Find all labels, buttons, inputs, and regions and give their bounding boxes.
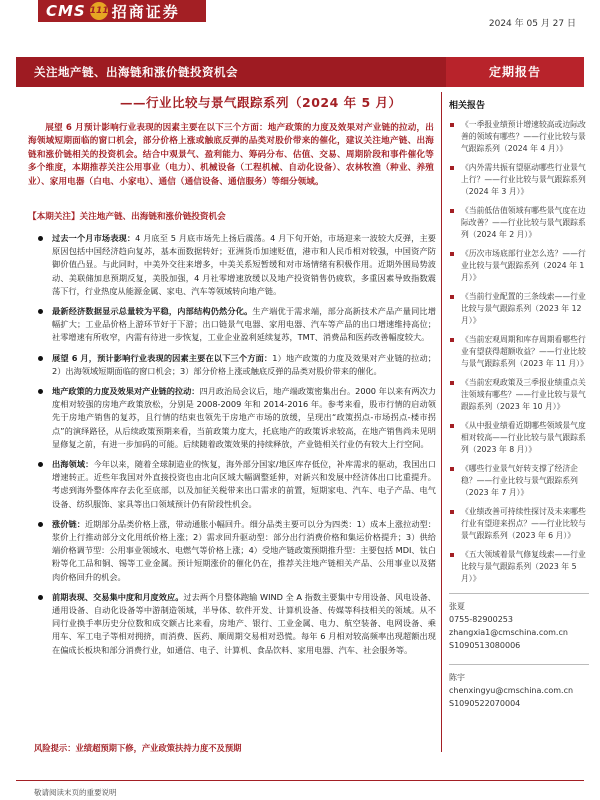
title-banner bbox=[16, 57, 584, 87]
bullet-item bbox=[52, 385, 436, 451]
author-name: 陈宇 bbox=[449, 673, 465, 682]
author-email[interactable]: chenxingyu@cmschina.com.cn bbox=[449, 686, 574, 695]
author-block bbox=[449, 593, 589, 652]
logo-text-en: CMS bbox=[46, 2, 86, 20]
author-block bbox=[449, 664, 589, 710]
logo-text-cn: 招商证券 bbox=[111, 2, 180, 21]
summary-paragraph: 展望 6 月预计影响行业表现的因素主要在以下三个方面：地产政策的力度及效果对产业链的拉动，出海领域短期面临的窗口机会，部分价格上涨或触底反弹的品类对股价带来的催化，建议关注地产链、出海链和涨价链相关的投资机会。结合中观景气、盈利能力、筹码分布、估值、交易、周期阶段和事件催化等多个维度，本期推荐关注公用事业（电力）、机械设备（工程机械、自动化设备）、农林牧渔（种业、养殖业）、家用电器（白电、小家电）、通信（通信设备、通信服务）等细分领域。 bbox=[28, 123, 434, 187]
related-report-link[interactable]: 《内外需共振有望驱动哪些行业景气上行？——行业比较与景气跟踪系列（2024 年 3 月）》 bbox=[449, 162, 589, 198]
risk-warning: 风险提示：业绩超预期下修，产业政策扶持力度不及预期 bbox=[34, 743, 242, 753]
related-report-link[interactable]: 《当前行业配置的三条线索——行业比较与景气跟踪系列（2023 年 12 月）》 bbox=[449, 291, 589, 327]
sidebar bbox=[449, 92, 589, 710]
bullet-lead: 过去一个月市场表现： bbox=[52, 233, 136, 243]
page-header bbox=[0, 0, 600, 40]
related-report-link[interactable]: 《当前宏观政策及三季报业绩重点关注领域有哪些？——行业比较与景气跟踪系列（2023 年 10 月）》 bbox=[449, 377, 589, 413]
core-focus-title: 【本期关注】关注地产链、出海链和涨价链投资机会 bbox=[28, 212, 226, 222]
report-date: 2024 年 05 月 27 日 bbox=[488, 19, 576, 29]
bullet-item bbox=[52, 518, 436, 584]
bullet-text: 今年以来，随着全球制造业的恢复，海外部分国家/地区库存低位，补库需求的驱动，我国出口增速转正。近些年我国对外直接投资也由北向区域大幅调整延伸，对新兴和发展中经济体出口比重提升。考虑到海外整体库存去化至底部，以及加征关税带来出口需求的前置，短期家电、汽车、电子产品、电气设备、纺织服饰、家具等出口领域预计仍有阶段性机会。 bbox=[52, 459, 436, 509]
related-report-link[interactable]: 《哪些行业景气好转支撑了经济企稳？——行业比较与景气跟踪系列（2023 年 7 月）》 bbox=[449, 463, 589, 499]
related-report-link[interactable]: 《当前宏观周期和库存周期看哪些行业有望获得超额收益？——行业比较与景气跟踪系列（2023 年 11 月）》 bbox=[449, 334, 589, 370]
report-title: 关注地产链、出海链和涨价链投资机会 bbox=[34, 65, 238, 79]
bullet-lead: 地产政策的力度及效果对产业链的拉动： bbox=[52, 386, 200, 397]
author-email[interactable]: zhangxia1@cmschina.com.cn bbox=[449, 628, 568, 637]
bullet-lead: 最新经济数据显示总量较为平稳，内部结构仍然分化。 bbox=[52, 306, 253, 317]
bullet-item bbox=[52, 232, 436, 298]
bullet-text: 生产端优于需求端，部分高新技术产品产量同比增幅扩大；工业品价格上游环节好于下游；出口链景气电器、家用电器、汽车等产品的出口增速维持高位；社零增速有所收窄，内需有待进一步恢复，工业企业盈利延续复苏，TMT、消费品和医药改善幅度较大。 bbox=[52, 306, 436, 343]
logo-badge-icon: 111 bbox=[90, 2, 108, 20]
column-divider bbox=[441, 92, 442, 752]
related-report-link[interactable]: 《业绩改善可持续性探讨及未来哪些行业有望迎来拐点？——行业比较与景气跟踪系列（2023 年 6 月）》 bbox=[449, 506, 589, 542]
bullet-text: 过去两个月整体跑输 WIND 全 A 指数主要集中专用设备、风电设备、通用设备、自动化设备等中游制造领域，半导体、软件开发、计算机设备、传媒等科技相关的领域。从不同行业换手率历史分位数和成交额占比来看，房地产、银行、工业金属、电力、航空装备、电网设备、乘用车、军工电子等相对拥挤，而消费、医药、顺周期交易相对恐慌。每年 6 月相对较高频率出现超额出现在偏成长板块和部分消费行业，如通信、电子、计算机、食品饮料、家用电器、汽车、社会服务等。 bbox=[52, 591, 436, 655]
related-report-link[interactable]: 《从中报业绩看近期哪些领域景气度相对较高——行业比较与景气跟踪系列（2023 年 8 月）》 bbox=[449, 420, 589, 456]
bullet-text: 近期部分品类价格上涨，带动通胀小幅回升。细分品类主要可以分为四类：1）成本上涨拉动型：浆价上行推动部分文化用纸价格上涨；2）需求回升驱动型：部分出行消费价格和集运价格提升；3）供给端价格调节型：公用事业领域水、电燃气等价格上涨；4）受地产链政策预期推升型：主要包括 MDI、钛白粉等化工品和铜、锡等工业金属。预计短期涨价的催化仍在，推荐关注地产链相关产品、公用事业以及猪肉价格回升的机会。 bbox=[52, 518, 436, 582]
bullet-text: 4 月底至 5 月底市场先上扬后震荡。4 月下旬开始，市场迎来一波较大反弹，主要原因包括中国经济趋向复苏，基本面数据转好；亚洲货币加速贬值，港市和人民币相对较强，中国资产防御价值凸显。与此同时，中美外交往来增多，中美关系短暂缓和对市场情绪有积极作用。近期外围局势波动、美联储加息预期反复，美股加强，4 月社零增速放缓以及地产投资销售仍疲软，多重因素导致指数震荡下行，行业热度从能源金属、家电、汽车等领域转向地产链。 bbox=[52, 233, 436, 296]
author-name: 张夏 bbox=[449, 602, 465, 611]
bullet-lead: 前期表现、交易集中度和月度效应。 bbox=[52, 591, 184, 602]
bullet-item bbox=[52, 458, 436, 511]
bullet-item bbox=[52, 352, 436, 378]
author-cert: S1090522070004 bbox=[449, 699, 521, 708]
related-report-link[interactable]: 《一季报业绩预计增速较高或边际改善的领域有哪些？——行业比较与景气跟踪系列（2024 年 4 月）》 bbox=[449, 119, 589, 155]
author-phone: 0755-82900253 bbox=[449, 615, 513, 624]
bullet-lead: 涨价链： bbox=[52, 518, 85, 529]
author-cert: S1090513080006 bbox=[449, 641, 521, 650]
bullet-item bbox=[52, 305, 436, 345]
bullet-lead: 展望 6 月，预计影响行业表现的因素主要在以下三个方面： bbox=[52, 352, 273, 363]
bullet-lead: 出海领域： bbox=[52, 459, 94, 470]
bullet-item bbox=[52, 591, 436, 657]
bullet-text: 四月政治局会议后，地产端政策密集出台。2000 年以来有两次力度相对较强的房地产政策放松，分别是 2008-2009 年和 2014-2016 年。参考来看，股市行情的启动领先于房地产销售的复苏，且行情的结束也领先于房地产市场的放缓，呈现出“政策拐点-市场拐点-楼市拐点”的演绎路径，从后续政策预期来看，当前政策力度大，托底地产的政策诉求较高，在地产销售尚未见明显修复之前，有进一步加码的可能。后续随着政策效果的持续释放，产业链相关行业仍有较大上行空间。 bbox=[52, 386, 436, 449]
footer-divider bbox=[16, 780, 584, 781]
report-type-label: 定期报告 bbox=[446, 57, 584, 87]
related-report-link[interactable]: 《当前低估值领域有哪些景气度在边际改善？——行业比较与景气跟踪系列（2024 年 2 月）》 bbox=[449, 205, 589, 241]
related-reports-heading: 相关报告 bbox=[449, 101, 486, 111]
report-subtitle: ——行业比较与景气跟踪系列（2024 年 5 月） bbox=[120, 95, 402, 110]
related-report-link[interactable]: 《历次市场底部行业怎么选？——行业比较与景气跟踪系列（2024 年 1 月）》 bbox=[449, 248, 589, 284]
company-logo bbox=[38, 0, 206, 22]
footer-note: 敬请阅读末页的重要说明 bbox=[34, 788, 117, 797]
related-report-link[interactable]: 《五大领域着景气修复线索——行业比较与景气跟踪系列（2023 年 5 月）》 bbox=[449, 549, 589, 585]
bullet-text: 1）地产政策的力度及效果对产业链的拉动；2）出海领域短期面临的窗口机会；3）部分价格上涨或触底反弹的品类对股价带来的催化。 bbox=[52, 352, 436, 376]
bullet-list bbox=[52, 232, 436, 664]
